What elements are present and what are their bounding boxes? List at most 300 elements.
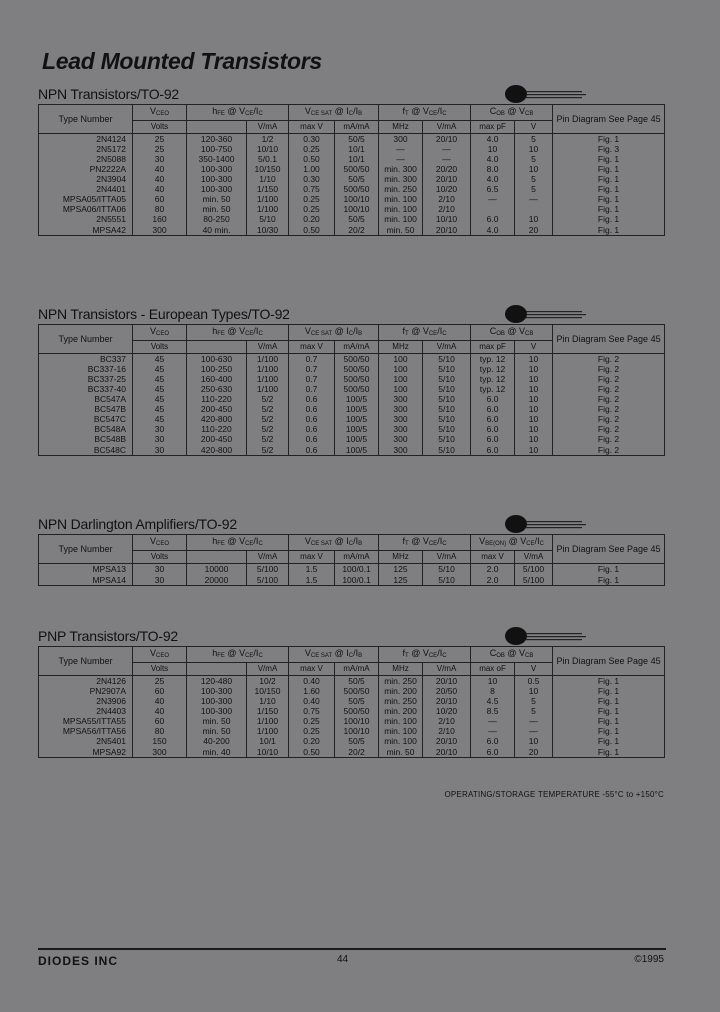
table-cell: 1/100	[247, 374, 289, 384]
table-cell: Fig. 2	[553, 424, 665, 434]
table-cell: 420-800	[187, 444, 247, 456]
symbol: $f_T$	[402, 106, 409, 117]
table-cell: 100	[379, 384, 423, 394]
darlington-title-text: NPN Darlington Amplifiers/TO-92	[38, 516, 237, 532]
table-row	[39, 394, 665, 404]
symbol: $V_{CE}$	[239, 326, 254, 337]
unit-header: V	[515, 663, 553, 676]
table-cell: 10000	[187, 564, 247, 575]
table-cell: 5/100	[515, 574, 553, 586]
table-cell: 45	[133, 404, 187, 414]
page-title: Lead Mounted Transistors	[42, 48, 322, 74]
symbol: $V_{CEO}$	[149, 106, 170, 117]
unit-header: MHz	[379, 121, 423, 134]
copyright: ©1995	[634, 954, 664, 965]
table-cell: Fig. 1	[553, 134, 665, 145]
table-cell: 10	[471, 676, 515, 687]
table-cell: 5/10	[423, 564, 471, 575]
unit-header: V/mA	[247, 121, 289, 134]
table-cell: 2N4126	[39, 676, 133, 687]
table-cell: Fig. 1	[553, 154, 665, 164]
table-cell: 2.0	[471, 564, 515, 575]
table-cell: Fig. 1	[553, 214, 665, 224]
unit-header: max oF	[471, 663, 515, 676]
symbol: $C_{OB}$	[489, 106, 505, 117]
vcesat-header: $V_{CE SAT}$ @ $I_C/I_B$	[289, 535, 379, 551]
unit-header: Volts	[133, 121, 187, 134]
table-row	[39, 686, 665, 696]
table-cell: min. 50	[187, 204, 247, 214]
symbol: $V_{CE}$	[422, 106, 438, 117]
table-cell: 1/100	[247, 204, 289, 214]
table-cell: Fig. 1	[553, 174, 665, 184]
table-cell: min. 50	[187, 726, 247, 736]
table-cell: 25	[133, 144, 187, 154]
symbol: $I_C$	[346, 106, 354, 117]
table-cell: 500/50	[335, 374, 379, 384]
table-cell: 300	[133, 224, 187, 236]
table-cell: 40	[133, 706, 187, 716]
table-cell: 5/0.1	[247, 154, 289, 164]
table-cell: MPSA42	[39, 224, 133, 236]
table-cell: 4.0	[471, 134, 515, 145]
table-cell: Fig. 1	[553, 746, 665, 758]
table-cell: 30	[133, 154, 187, 164]
table-cell: 20/20	[423, 164, 471, 174]
table-cell: 500/50	[335, 364, 379, 374]
table-cell: 100	[379, 354, 423, 365]
vbe-on-header: $V_{BE(ON)}$ @ $V_{CE}/I_C$	[471, 535, 553, 551]
vcesat-header: $V_{CE SAT}$ @ $I_C/I_B$	[289, 647, 379, 663]
table-cell: 5/10	[423, 404, 471, 414]
symbol: $/I_C$	[437, 326, 447, 337]
table-row	[39, 706, 665, 716]
table-cell: min. 100	[379, 736, 423, 746]
table-cell: 40	[133, 184, 187, 194]
unit-header: V/mA	[423, 551, 471, 564]
table-cell: 100/10	[335, 204, 379, 214]
footer-divider	[38, 948, 666, 950]
symbol: $V_{CEO}$	[149, 536, 170, 547]
table-cell: 250-630	[187, 384, 247, 394]
table-cell: 5	[515, 696, 553, 706]
table-cell: 100-250	[187, 364, 247, 374]
table-cell: 100/5	[335, 404, 379, 414]
table-cell: min. 100	[379, 214, 423, 224]
symbol: $/I_C$	[253, 106, 263, 117]
table-cell: 500/50	[335, 164, 379, 174]
table-cell: 10/10	[247, 144, 289, 154]
table-cell: 50/5	[335, 736, 379, 746]
table-cell: 100/0.1	[335, 574, 379, 586]
table-cell: BC547A	[39, 394, 133, 404]
table-cell: 2/10	[423, 726, 471, 736]
table-cell: 10/150	[247, 686, 289, 696]
table-cell: 10/10	[247, 746, 289, 758]
table-cell: 20	[515, 746, 553, 758]
table-cell: 100/10	[335, 194, 379, 204]
table-cell: 8.0	[471, 164, 515, 174]
table-cell: 10	[471, 144, 515, 154]
unit-header: max V	[289, 551, 335, 564]
table-cell: MPSA92	[39, 746, 133, 758]
table-cell: 20/10	[423, 224, 471, 236]
symbol: $h_{FE}$	[212, 106, 225, 117]
table-cell: 1/100	[247, 354, 289, 365]
table-cell: 5/100	[247, 574, 289, 586]
vcesat-header: $V_{CE SAT}$ @ $I_C/I_B$	[289, 105, 379, 121]
table-cell: —	[423, 144, 471, 154]
symbol: $V_{CE}$	[239, 536, 254, 547]
table-cell: 1/100	[247, 726, 289, 736]
table-cell: Fig. 2	[553, 354, 665, 365]
pin-diagram-header: Pin Diagram See Page 45	[553, 535, 665, 564]
table-cell: 5/10	[423, 384, 471, 394]
pnp-table	[38, 646, 665, 758]
table-cell: Fig. 1	[553, 574, 665, 586]
table-cell: 1.5	[289, 564, 335, 575]
table-cell: 2N5172	[39, 144, 133, 154]
table-cell: 10	[515, 144, 553, 154]
table-row	[39, 434, 665, 444]
table-row	[39, 384, 665, 394]
symbol: $/I_C$	[437, 106, 447, 117]
table-cell: 60	[133, 716, 187, 726]
table-cell: 0.6	[289, 424, 335, 434]
table-cell: min. 100	[379, 204, 423, 214]
table-cell: 100	[379, 364, 423, 374]
unit-header: mA/mA	[335, 121, 379, 134]
table-cell: 5/2	[247, 404, 289, 414]
table-cell: 2N3906	[39, 696, 133, 706]
table-cell: 10/2	[247, 676, 289, 687]
table-cell: 10	[515, 414, 553, 424]
ft-header: $f_T$ @ $V_{CE}/I_C$	[379, 535, 471, 551]
to92-package-icon	[502, 82, 592, 106]
table-cell: 40 min.	[187, 224, 247, 236]
unit-header: V/mA	[247, 341, 289, 354]
table-cell: 50/5	[335, 696, 379, 706]
table-cell: 100/5	[335, 444, 379, 456]
table-cell: 20	[515, 224, 553, 236]
table-cell: 6.0	[471, 414, 515, 424]
table-cell: 6.0	[471, 444, 515, 456]
unit-header: mA/mA	[335, 663, 379, 676]
unit-header: V/mA	[423, 663, 471, 676]
table-row	[39, 194, 665, 204]
table-cell: 100-300	[187, 706, 247, 716]
table-cell: BC547B	[39, 404, 133, 414]
table-cell: min. 40	[187, 746, 247, 758]
table-cell: 80	[133, 726, 187, 736]
table-cell: 0.6	[289, 394, 335, 404]
table-cell: 45	[133, 354, 187, 365]
table-cell: MPSA14	[39, 574, 133, 586]
symbol: $C_{OB}$	[489, 648, 505, 659]
table-cell: 2/10	[423, 204, 471, 214]
table-cell: 1.60	[289, 686, 335, 696]
table-cell: Fig. 1	[553, 726, 665, 736]
table-cell: 2N4124	[39, 134, 133, 145]
symbol: $f_T$	[402, 536, 409, 547]
table-cell: min. 100	[379, 726, 423, 736]
table-cell: 10	[515, 736, 553, 746]
table-cell: 30	[133, 564, 187, 575]
table-cell: 20/50	[423, 686, 471, 696]
pin-diagram-header: Pin Diagram See Page 45	[553, 647, 665, 676]
symbol: $/I_C$	[437, 648, 447, 659]
table-cell: —	[379, 154, 423, 164]
symbol: $/I_B$	[353, 326, 363, 337]
table-cell: 5/10	[423, 364, 471, 374]
table-cell: 100/10	[335, 716, 379, 726]
table-cell: 160-400	[187, 374, 247, 384]
unit-header	[187, 551, 247, 564]
table-row	[39, 164, 665, 174]
symbol: $I_C$	[346, 536, 354, 547]
table-cell: 1/150	[247, 706, 289, 716]
table-cell: 5	[515, 134, 553, 145]
table-cell: 20/10	[423, 134, 471, 145]
table-cell: 1/100	[247, 384, 289, 394]
table-cell: 10	[515, 354, 553, 365]
symbol: $V_{CE}$	[520, 536, 535, 547]
pnp-section	[38, 626, 664, 758]
table-cell: 5	[515, 706, 553, 716]
symbol: $V_{CE SAT}$	[304, 536, 333, 547]
table-cell: 10/150	[247, 164, 289, 174]
table-cell: 20/10	[423, 746, 471, 758]
table-cell: 4.0	[471, 174, 515, 184]
table-cell: 40	[133, 174, 187, 184]
type-number-header: Type Number	[39, 105, 133, 134]
to92-package-icon	[502, 512, 592, 536]
type-number-header: Type Number	[39, 647, 133, 676]
table-row	[39, 364, 665, 374]
table-cell: typ. 12	[471, 364, 515, 374]
symbol: $V_{CE SAT}$	[304, 326, 333, 337]
unit-header	[187, 341, 247, 354]
symbol: $V_{CE}$	[422, 648, 438, 659]
table-cell: 20/10	[423, 736, 471, 746]
hfe-header: $h_{FE}$ @ $V_{CE}/I_C$	[187, 647, 289, 663]
table-cell: 2N5401	[39, 736, 133, 746]
symbol: $V_{CB}$	[519, 648, 534, 659]
table-cell: PN2907A	[39, 686, 133, 696]
table-cell: BC337-16	[39, 364, 133, 374]
darlington-section-title	[38, 514, 664, 534]
table-row	[39, 184, 665, 194]
table-cell: 300	[379, 424, 423, 434]
table-cell: Fig. 1	[553, 696, 665, 706]
table-cell: 0.25	[289, 726, 335, 736]
table-row	[39, 134, 665, 145]
symbol: $h_{FE}$	[212, 326, 225, 337]
type-number-header: Type Number	[39, 325, 133, 354]
table-row	[39, 564, 665, 575]
table-cell: 5/2	[247, 444, 289, 456]
table-cell: 5	[515, 154, 553, 164]
table-cell: 160	[133, 214, 187, 224]
table-cell: 0.40	[289, 676, 335, 687]
table-row	[39, 696, 665, 706]
table-cell: 500/50	[335, 686, 379, 696]
table-cell: 25	[133, 134, 187, 145]
table-cell: 2N3904	[39, 174, 133, 184]
table-cell: —	[515, 194, 553, 204]
table-cell: 300	[379, 134, 423, 145]
to92-package-icon	[502, 302, 592, 326]
table-cell: 6.5	[471, 184, 515, 194]
table-cell: 80	[133, 204, 187, 214]
table-cell: 45	[133, 414, 187, 424]
table-cell: 100-300	[187, 686, 247, 696]
symbol: $/I_C$	[253, 536, 263, 547]
table-cell: 0.7	[289, 384, 335, 394]
symbol: $V_{CEO}$	[149, 326, 170, 337]
table-cell: 40	[133, 164, 187, 174]
cob-header: $C_{OB}$ @ $V_{CB}$	[471, 647, 553, 663]
table-cell: 20/10	[423, 676, 471, 687]
table-cell: 110-220	[187, 394, 247, 404]
table-cell: 45	[133, 364, 187, 374]
table-cell: 10	[515, 364, 553, 374]
table-cell: 5/10	[423, 434, 471, 444]
table-cell: 2N4401	[39, 184, 133, 194]
table-cell: Fig. 2	[553, 384, 665, 394]
table-row	[39, 374, 665, 384]
table-cell: 5/10	[423, 574, 471, 586]
table-cell: 10	[515, 374, 553, 384]
table-cell: 8	[471, 686, 515, 696]
table-cell: 100-300	[187, 164, 247, 174]
table-cell: 80-250	[187, 214, 247, 224]
unit-header: V/mA	[515, 551, 553, 564]
table-cell: 6.0	[471, 736, 515, 746]
npn-title-text: NPN Transistors/TO-92	[38, 86, 180, 102]
vceo-header	[133, 325, 187, 341]
table-cell: 0.75	[289, 706, 335, 716]
table-cell: 5/10	[423, 374, 471, 384]
table-cell	[471, 204, 515, 214]
unit-header: V/mA	[247, 663, 289, 676]
table-cell: 0.25	[289, 194, 335, 204]
table-cell: Fig. 1	[553, 676, 665, 687]
table-cell: Fig. 1	[553, 184, 665, 194]
unit-header: max V	[289, 121, 335, 134]
symbol: $/I_B$	[353, 648, 363, 659]
european-table	[38, 324, 665, 456]
table-cell: 45	[133, 374, 187, 384]
table-cell: typ. 12	[471, 384, 515, 394]
table-cell: 300	[133, 746, 187, 758]
unit-header: MHz	[379, 663, 423, 676]
table-cell: Fig. 1	[553, 736, 665, 746]
table-cell: 4.0	[471, 154, 515, 164]
table-cell: Fig. 1	[553, 164, 665, 174]
table-cell: 20/10	[423, 696, 471, 706]
table-cell: 0.6	[289, 434, 335, 444]
symbol: $V_{CE SAT}$	[304, 106, 333, 117]
table-cell: min. 200	[379, 706, 423, 716]
table-cell: 5	[515, 174, 553, 184]
table-row	[39, 174, 665, 184]
table-row	[39, 154, 665, 164]
unit-header: max pF	[471, 341, 515, 354]
table-cell: 0.20	[289, 736, 335, 746]
table-cell: 45	[133, 394, 187, 404]
table-cell: 0.7	[289, 364, 335, 374]
table-cell: min. 300	[379, 174, 423, 184]
to92-package-icon	[502, 624, 592, 648]
ft-header: $f_T$ @ $V_{CE}/I_C$	[379, 105, 471, 121]
table-cell: 150	[133, 736, 187, 746]
table-cell: 10/20	[423, 706, 471, 716]
table-cell: 10/1	[247, 736, 289, 746]
table-cell: 5/2	[247, 394, 289, 404]
table-cell: BC548C	[39, 444, 133, 456]
table-cell: 500/50	[335, 354, 379, 365]
table-cell: 500/50	[335, 384, 379, 394]
page-number: 44	[337, 954, 349, 965]
european-title-text: NPN Transistors - European Types/TO-92	[38, 306, 290, 322]
table-cell: 0.40	[289, 696, 335, 706]
table-cell: 8.5	[471, 706, 515, 716]
table-cell: 0.20	[289, 214, 335, 224]
table-cell: 10/1	[335, 144, 379, 154]
table-cell: 500/50	[335, 706, 379, 716]
pin-diagram-header: Pin Diagram See Page 45	[553, 325, 665, 354]
table-cell: Fig. 1	[553, 716, 665, 726]
table-cell: 0.50	[289, 746, 335, 758]
table-cell: 50/5	[335, 676, 379, 687]
table-cell: 2.0	[471, 574, 515, 586]
symbol: $/I_C$	[534, 536, 544, 547]
table-cell: 1/100	[247, 364, 289, 374]
table-cell: 10/1	[335, 154, 379, 164]
symbol: $f_T$	[402, 326, 409, 337]
table-cell: 2N4403	[39, 706, 133, 716]
vceo-header	[133, 647, 187, 663]
unit-header: V/mA	[423, 121, 471, 134]
unit-header: mA/mA	[335, 341, 379, 354]
table-cell: Fig. 1	[553, 204, 665, 214]
table-cell: 0.6	[289, 414, 335, 424]
table-cell: 6.0	[471, 746, 515, 758]
table-row	[39, 214, 665, 224]
table-cell: 0.6	[289, 404, 335, 414]
table-cell: Fig. 2	[553, 364, 665, 374]
table-cell: 2N5551	[39, 214, 133, 224]
table-cell: 10	[515, 164, 553, 174]
cob-header: $C_{OB}$ @ $V_{CB}$	[471, 105, 553, 121]
table-cell: 0.50	[289, 154, 335, 164]
table-cell: min. 50	[187, 194, 247, 204]
table-cell: BC337	[39, 354, 133, 365]
table-cell: Fig. 2	[553, 394, 665, 404]
darlington-section	[38, 514, 664, 586]
table-row	[39, 424, 665, 434]
table-cell: 5/2	[247, 434, 289, 444]
cob-header: $C_{OB}$ @ $V_{CB}$	[471, 325, 553, 341]
table-cell: Fig. 2	[553, 374, 665, 384]
table-cell: 30	[133, 574, 187, 586]
table-row	[39, 224, 665, 236]
symbol: $/I_B$	[353, 536, 363, 547]
vcesat-header: $V_{CE SAT}$ @ $I_C/I_B$	[289, 325, 379, 341]
darlington-table	[38, 534, 665, 586]
pnp-section-title	[38, 626, 664, 646]
